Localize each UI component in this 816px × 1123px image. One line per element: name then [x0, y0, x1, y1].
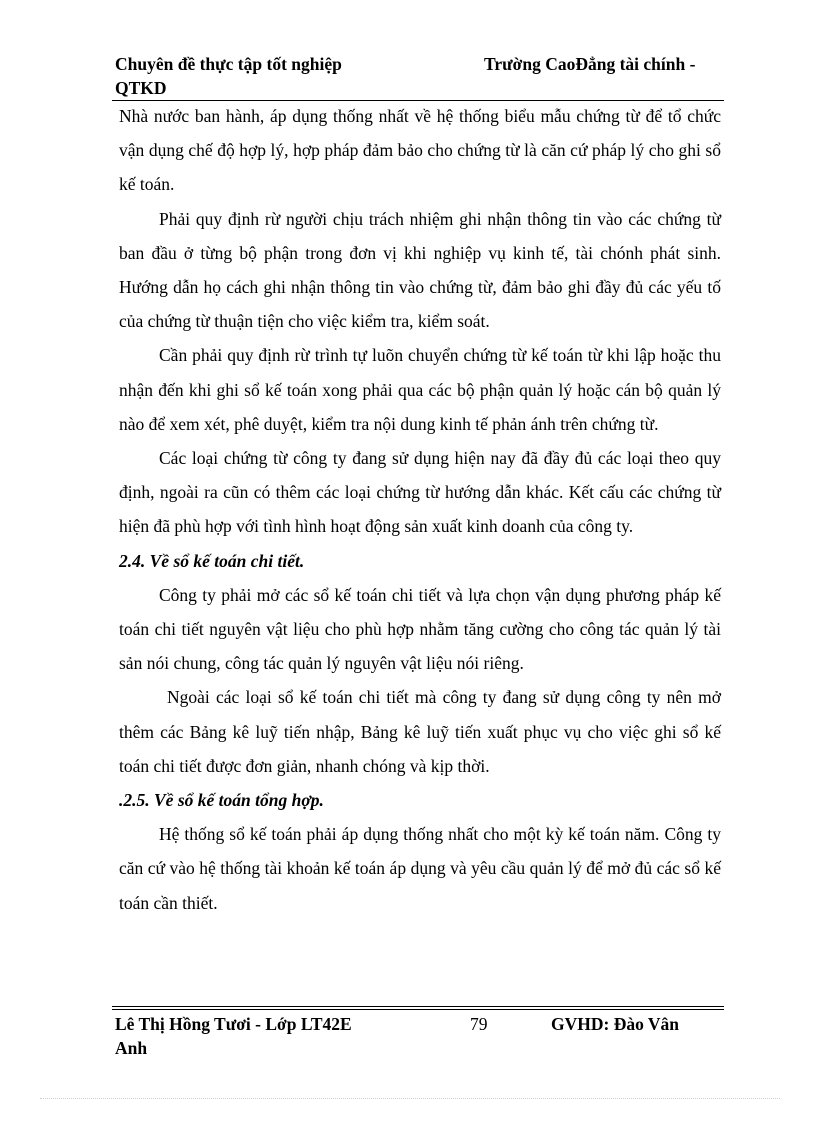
footer-author: Lê Thị Hồng Tươi - Lớp LT42E — [115, 1014, 352, 1034]
page-bottom-border — [40, 1098, 780, 1099]
section-heading-2-5: .2.5. Về sổ kế toán tổng hợp. — [119, 790, 324, 811]
paragraph-2: Phải quy định rừ người chịu trách nhiệm ghi nhận thông tin vào các chứng từ ban đầu ở từng bộ phận trong đơn vị khi nghiệp vụ kinh tế, tài chónh phát sinh. Hướng dẫn họ cách ghi nhận thông tin vào chứng từ, đảm bảo ghi đầy đủ các yếu tố của chứng từ thuận tiện cho việc kiểm tra, kiểm soát. — [119, 208, 721, 332]
paragraph-6: Ngoài các loại sổ kế toán chi tiết mà công ty đang sử dụng công ty nên mở thêm các Bảng kê luỹ tiến nhập, Bảng kê luỹ tiến xuất phục vụ cho việc ghi sổ kế toán chi tiết được đơn giản, nhanh chóng và kịp thời. — [119, 687, 721, 776]
footer-wrap-text: Anh — [115, 1038, 148, 1058]
paragraph-3: Cần phải quy định rừ trình tự luõn chuyển chứng từ kế toán từ khi lập hoặc thu nhận đến khi ghi sổ kế toán xong phải qua các bộ phận quản lý hoặc cán bộ quản lý nào để xem xét, phê duyệt, kiểm tra nội dung kinh tế phản ánh trên chứng từ. — [119, 345, 721, 434]
page-number: 79 — [470, 1014, 488, 1034]
paragraph-5: Công ty phải mở các sổ kế toán chi tiết và lựa chọn vận dụng phương pháp kế toán chi tiết nguyên vật liệu cho phù hợp nhằm tăng cường cho công tác quản lý tài sản nói chung, công tác quản lý nguyên vật liệu nói riêng. — [119, 584, 721, 674]
header-right-title: Trường CaoĐẳng tài chính - — [484, 54, 696, 74]
document-body — [119, 99, 721, 920]
header-left-title: Chuyên đề thực tập tốt nghiệp — [115, 54, 342, 74]
paragraph-1: Nhà nước ban hành, áp dụng thống nhất về hệ thống biểu mẫu chứng từ để tổ chức vận dụng chế độ hợp lý, hợp pháp đảm bảo cho chứng từ là căn cứ pháp lý cho ghi sổ kế toán. — [119, 106, 721, 195]
footer-rule-bottom — [112, 1009, 724, 1010]
paragraph-7: Hệ thống sổ kế toán phải áp dụng thống nhất cho một kỳ kế toán năm. Công ty căn cứ vào hệ thống tài khoản kế toán áp dụng và yêu cầu quản lý để mở đủ các sổ kế toán cần thiết. — [119, 824, 721, 913]
header-wrap-text: QTKD — [115, 78, 167, 98]
section-heading-2-4: 2.4. Về sổ kế toán chi tiết. — [119, 550, 305, 571]
footer-rule-top — [112, 1006, 724, 1007]
footer-advisor: GVHD: Đào Vân — [551, 1014, 680, 1034]
paragraph-4: Các loại chứng từ công ty đang sử dụng hiện nay đã đầy đủ các loại theo quy định, ngoài ra cũn có thêm các loại chứng từ hướng dẫn khác. Kết cấu các chứng từ hiện đã phù hợp với tình hình hoạt động sản xuất kinh doanh của công ty. — [119, 448, 721, 537]
